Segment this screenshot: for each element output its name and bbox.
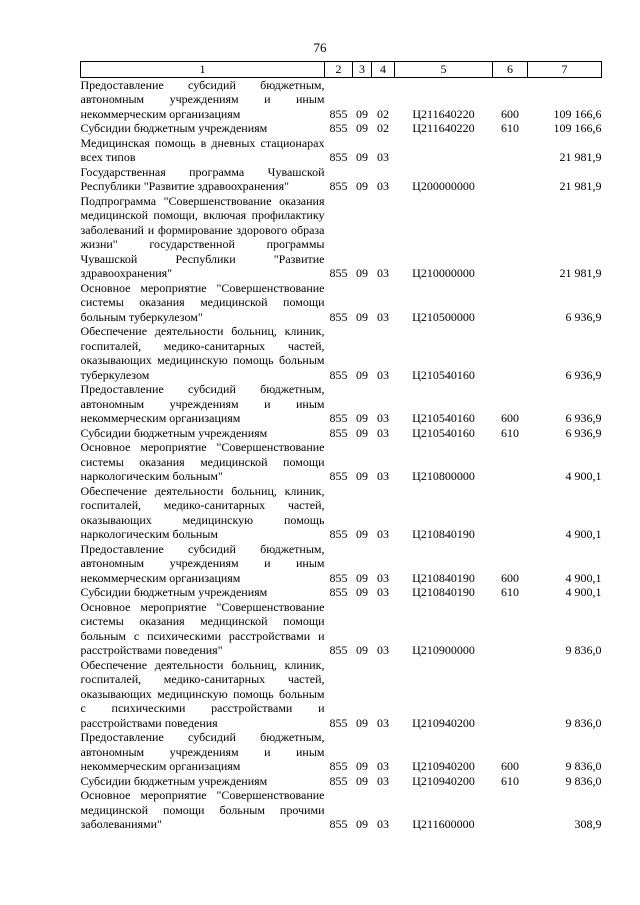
row-target-article: Ц211600000 xyxy=(412,817,475,831)
row-name: Основное мероприятие "Совершенствование системы оказания медицинской помощи больным с психическими расстройствами и расстройствами поведения" xyxy=(80,599,325,657)
row-name: Обеспечение деятельности больниц, клиник, госпиталей, медико-санитарных частей, оказывающих медицинскую помощь наркологическим больным xyxy=(80,483,325,541)
row-name: Обеспечение деятельности больниц, клиник, госпиталей, медико-санитарных частей, оказывающих медицинскую помощь больным с психическими расстройствами и расстройствами поведения xyxy=(80,657,325,730)
row-expense-type xyxy=(493,136,528,165)
row-ministry-code: 855 xyxy=(329,759,348,773)
row-amount: 6 936,9 xyxy=(565,411,602,425)
row-target-article: Ц200000000 xyxy=(412,179,475,193)
row-section-code: 09 xyxy=(356,309,368,324)
row-name: Субсидии бюджетным учреждениям xyxy=(80,773,268,788)
row-amount: 4 900,1 xyxy=(565,585,602,599)
row-amount: 109 166,6 xyxy=(553,106,602,121)
row-expense-type: 610 xyxy=(501,585,519,599)
row-ministry-code: 855 xyxy=(329,773,348,788)
row-section-code: 09 xyxy=(356,179,368,193)
row-name: Предоставление субсидий бюджетным, автономным учреждениям и иным некоммерческим организациям xyxy=(80,541,325,585)
row-expense-type: 600 xyxy=(501,759,519,773)
row-expense-type xyxy=(493,165,528,194)
budget-table xyxy=(80,61,602,832)
row-section-code: 09 xyxy=(356,643,368,657)
row-section-code: 09 xyxy=(356,469,368,483)
row-ministry-code: 855 xyxy=(329,367,348,382)
row-ministry-code: 855 xyxy=(329,150,348,164)
row-expense-type: 600 xyxy=(501,570,519,585)
header-col-5: 5 xyxy=(395,62,493,78)
row-subsection-code: 02 xyxy=(377,106,389,121)
row-target-article: Ц210900000 xyxy=(412,643,475,657)
row-subsection-code: 03 xyxy=(377,266,389,280)
row-ministry-code: 855 xyxy=(329,179,348,193)
row-name: Субсидии бюджетным учреждениям xyxy=(80,121,268,135)
row-subsection-code: 02 xyxy=(377,121,389,135)
row-subsection-code: 03 xyxy=(377,309,389,324)
row-target-article: Ц210940200 xyxy=(412,715,475,730)
row-amount: 4 900,1 xyxy=(565,527,602,541)
table-row xyxy=(81,484,602,542)
row-section-code: 09 xyxy=(356,759,368,773)
table-row xyxy=(81,440,602,484)
row-amount: 6 936,9 xyxy=(565,367,602,382)
table-row xyxy=(81,382,602,426)
row-amount: 6 936,9 xyxy=(565,309,602,324)
row-expense-type xyxy=(493,324,528,382)
table-row xyxy=(81,426,602,441)
header-col-2: 2 xyxy=(325,62,353,78)
row-section-code: 09 xyxy=(356,106,368,121)
row-target-article: Ц211640220 xyxy=(412,121,475,135)
row-name: Обеспечение деятельности больниц, клиник, госпиталей, медико-санитарных частей, оказывающих медицинскую помощь больным туберкулезом xyxy=(80,324,325,382)
row-section-code: 09 xyxy=(356,367,368,382)
row-amount: 21 981,9 xyxy=(559,266,602,280)
row-amount: 109 166,6 xyxy=(553,121,602,135)
row-expense-type: 610 xyxy=(501,425,519,440)
table-row xyxy=(81,600,602,658)
row-subsection-code: 03 xyxy=(377,585,389,599)
header-col-1: 1 xyxy=(81,62,325,78)
row-section-code: 09 xyxy=(356,121,368,135)
row-subsection-code: 03 xyxy=(377,411,389,425)
row-target-article: Ц210500000 xyxy=(412,309,475,324)
table-row xyxy=(81,658,602,731)
row-amount: 21 981,9 xyxy=(559,150,602,164)
row-target-article: Ц210540160 xyxy=(412,425,475,440)
row-amount: 6 936,9 xyxy=(565,425,602,440)
row-ministry-code: 855 xyxy=(329,469,348,483)
row-target-article: Ц210840190 xyxy=(412,527,475,541)
row-target-article: Ц210540160 xyxy=(412,411,475,425)
row-subsection-code: 03 xyxy=(377,817,389,831)
table-row xyxy=(81,136,602,165)
row-section-code: 09 xyxy=(356,150,368,164)
row-subsection-code: 03 xyxy=(377,179,389,193)
row-name: Подпрограмма "Совершенствование оказания медицинской помощи, включая профилактику заболеваний и формирование здорового образа жизни" государственной программы Чувашской Республики "Развитие здравоохранения" xyxy=(80,193,325,280)
table-row xyxy=(81,585,602,600)
row-amount: 9 836,0 xyxy=(565,715,602,730)
row-name: Государственная программа Чувашской Республики "Развитие здравоохранения" xyxy=(80,164,325,193)
row-section-code: 09 xyxy=(356,715,368,730)
row-expense-type xyxy=(493,788,528,832)
table-row xyxy=(81,774,602,789)
row-expense-type xyxy=(493,194,528,281)
row-ministry-code: 855 xyxy=(329,106,348,121)
row-ministry-code: 855 xyxy=(329,585,348,599)
row-target-article: Ц210840190 xyxy=(412,585,475,599)
row-subsection-code: 03 xyxy=(377,570,389,585)
row-target-article: Ц210800000 xyxy=(412,469,475,483)
row-expense-type xyxy=(493,658,528,731)
row-amount: 9 836,0 xyxy=(565,773,602,788)
row-subsection-code: 03 xyxy=(377,715,389,730)
row-target-article: Ц210940200 xyxy=(412,773,475,788)
header-col-7: 7 xyxy=(528,62,602,78)
row-name: Субсидии бюджетным учреждениям xyxy=(80,425,268,440)
page-number: 76 xyxy=(313,40,327,55)
row-amount: 4 900,1 xyxy=(565,469,602,483)
row-target-article: Ц210000000 xyxy=(412,266,475,280)
row-target-article: Ц210840190 xyxy=(412,570,475,585)
table-row xyxy=(81,788,602,832)
row-amount: 21 981,9 xyxy=(559,179,602,193)
row-ministry-code: 855 xyxy=(329,527,348,541)
row-amount: 308,9 xyxy=(574,817,602,831)
row-name: Субсидии бюджетным учреждениям xyxy=(80,585,268,599)
row-subsection-code: 03 xyxy=(377,527,389,541)
table-row xyxy=(81,281,602,325)
table-row xyxy=(81,542,602,586)
header-col-4: 4 xyxy=(372,62,395,78)
row-target-article: Ц211640220 xyxy=(412,106,475,121)
header-col-6: 6 xyxy=(493,62,528,78)
row-ministry-code: 855 xyxy=(329,411,348,425)
row-target-article: Ц210540160 xyxy=(412,367,475,382)
table-row xyxy=(81,121,602,136)
row-name: Основное мероприятие "Совершенствование системы оказания медицинской помощи больным туберкулезом" xyxy=(80,280,325,324)
table-row xyxy=(81,77,602,121)
table-header-row xyxy=(81,62,602,78)
row-section-code: 09 xyxy=(356,817,368,831)
row-section-code: 09 xyxy=(356,527,368,541)
row-ministry-code: 855 xyxy=(329,570,348,585)
row-section-code: 09 xyxy=(356,266,368,280)
row-ministry-code: 855 xyxy=(329,121,348,135)
row-subsection-code: 03 xyxy=(377,367,389,382)
row-ministry-code: 855 xyxy=(329,643,348,657)
row-section-code: 09 xyxy=(356,585,368,599)
row-section-code: 09 xyxy=(356,773,368,788)
row-ministry-code: 855 xyxy=(329,817,348,831)
row-expense-type xyxy=(493,440,528,484)
row-name: Предоставление субсидий бюджетным, автономным учреждениям и иным некоммерческим организациям xyxy=(80,730,325,773)
row-expense-type xyxy=(493,600,528,658)
row-expense-type xyxy=(493,484,528,542)
row-subsection-code: 03 xyxy=(377,773,389,788)
row-expense-type: 610 xyxy=(501,773,519,788)
row-target-article xyxy=(395,136,493,165)
row-section-code: 09 xyxy=(356,570,368,585)
row-name: Предоставление субсидий бюджетным, автономным учреждениям и иным некоммерческим организациям xyxy=(80,382,325,425)
table-row xyxy=(81,165,602,194)
row-target-article: Ц210940200 xyxy=(412,759,475,773)
table-row xyxy=(81,324,602,382)
table-row xyxy=(81,730,602,774)
row-name: Основное мероприятие "Совершенствование системы оказания медицинской помощи наркологическим больным" xyxy=(80,440,325,483)
row-name: Основное мероприятие "Совершенствование медицинской помощи больным прочими заболеваниями" xyxy=(80,788,325,831)
row-amount: 9 836,0 xyxy=(565,643,602,657)
row-ministry-code: 855 xyxy=(329,309,348,324)
row-expense-type: 610 xyxy=(501,121,519,135)
table-row xyxy=(81,194,602,281)
row-ministry-code: 855 xyxy=(329,266,348,280)
row-name: Предоставление субсидий бюджетным, автономным учреждениям и иным некоммерческим организациям xyxy=(80,77,325,121)
row-subsection-code: 03 xyxy=(377,469,389,483)
row-subsection-code: 03 xyxy=(377,759,389,773)
row-name: Медицинская помощь в дневных стационарах всех типов xyxy=(80,135,325,164)
row-subsection-code: 03 xyxy=(377,643,389,657)
row-amount: 4 900,1 xyxy=(565,570,602,585)
header-col-3: 3 xyxy=(353,62,372,78)
row-ministry-code: 855 xyxy=(329,425,348,440)
row-expense-type: 600 xyxy=(501,106,519,121)
row-expense-type: 600 xyxy=(501,411,519,425)
row-subsection-code: 03 xyxy=(377,150,389,164)
row-ministry-code: 855 xyxy=(329,715,348,730)
row-section-code: 09 xyxy=(356,411,368,425)
row-subsection-code: 03 xyxy=(377,425,389,440)
row-expense-type xyxy=(493,281,528,325)
row-amount: 9 836,0 xyxy=(565,759,602,773)
row-section-code: 09 xyxy=(356,425,368,440)
